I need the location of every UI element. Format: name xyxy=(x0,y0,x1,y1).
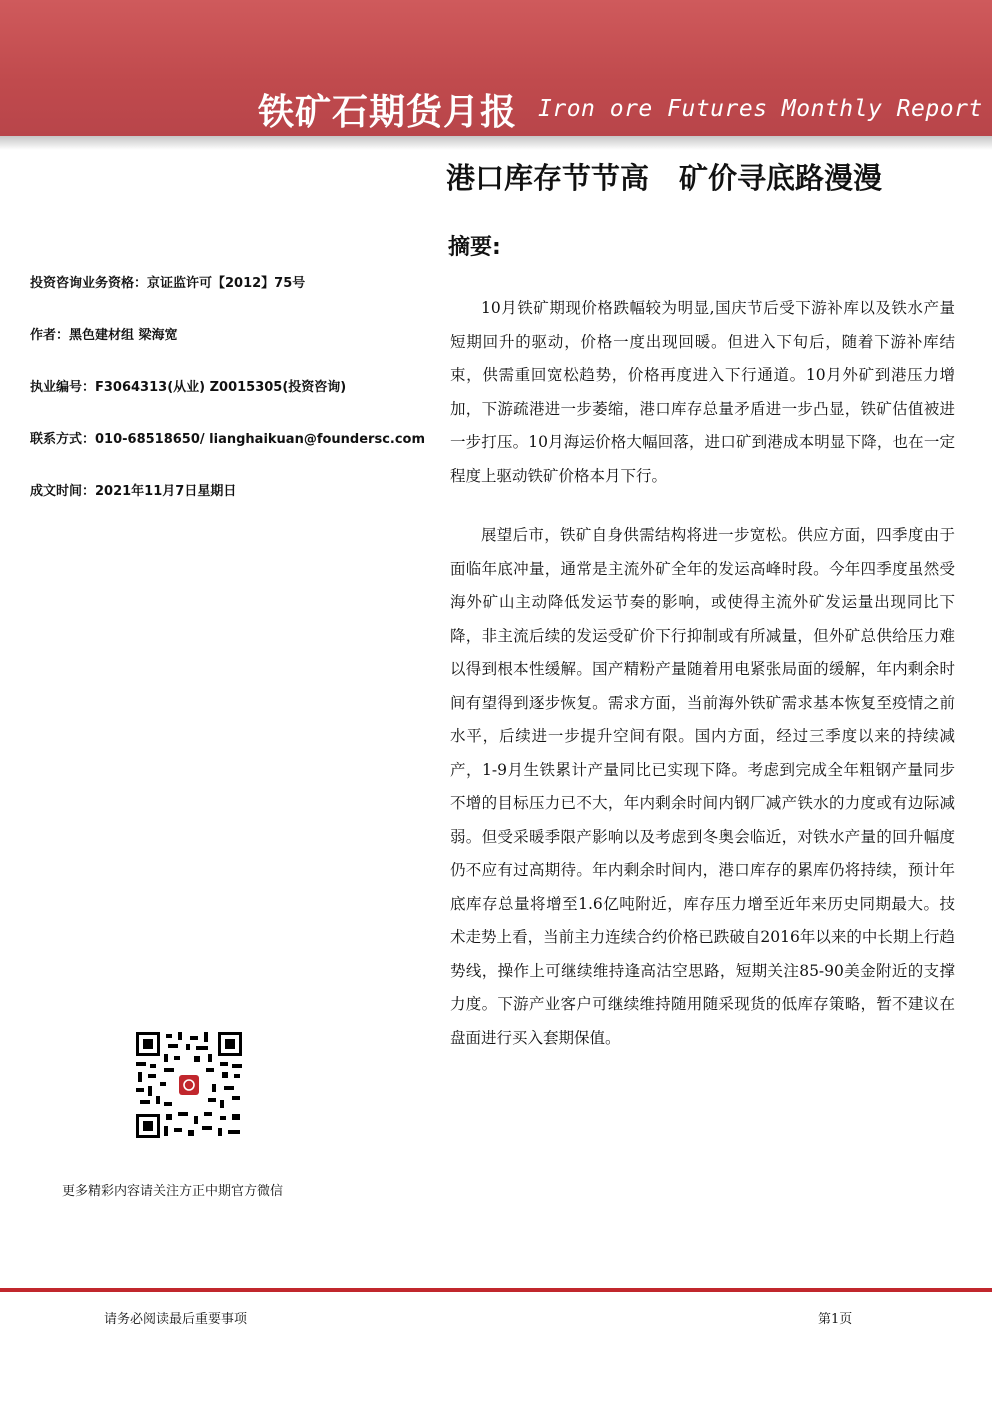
page-number: 第1页 xyxy=(818,1312,853,1327)
contact-line: 联系方式：010-68518650/ lianghaikuan@foundersc.com xyxy=(30,432,426,447)
date-line: 成文时间：2021年11月7日星期日 xyxy=(30,484,237,499)
footer-divider xyxy=(0,1288,992,1292)
report-title-en: Iron ore Futures Monthly Report xyxy=(538,96,983,122)
abstract-heading: 摘要: xyxy=(448,235,501,260)
abstract-paragraph-1: 10月铁矿期现价格跌幅较为明显,国庆节后受下游补库以及铁水产量短期回升的驱动，价格一度出现回暖。但进入下旬后，随着下游补库结束，供需重回宽松趋势，价格再度进入下行通道。10月外矿到港压力增加，下游疏港进一步萎缩，港口库存总量矛盾进一步凸显，铁矿估值被进一步打压。10月海运价格大幅回落，进口矿到港成本明显下降，也在一定程度上驱动铁矿价格本月下行。 xyxy=(450,299,955,485)
practice-number-line: 执业编号：F3064313(从业) Z0015305(投资咨询) xyxy=(30,380,347,395)
report-banner xyxy=(0,0,992,136)
headline-part-2: 矿价寻底路漫漫 xyxy=(679,161,883,195)
author-line: 作者：黑色建材组 梁海宽 xyxy=(30,328,178,343)
license-line: 投资咨询业务资格：京证监许可【2012】75号 xyxy=(30,276,306,291)
report-title-cn: 铁矿石期货月报 xyxy=(258,92,518,133)
footer-disclaimer-note: 请务必阅读最后重要事项 xyxy=(104,1312,248,1327)
abstract-body xyxy=(450,292,955,1081)
article-headline xyxy=(446,156,882,197)
author-info-block xyxy=(30,272,430,532)
qr-caption: 更多精彩内容请关注方正中期官方微信 xyxy=(62,1184,284,1199)
abstract-paragraph-2: 展望后市，铁矿自身供需结构将进一步宽松。供应方面，四季度由于面临年底冲量，通常是主流外矿全年的发运高峰时段。今年四季度虽然受海外矿山主动降低发运节奏的影响，或使得主流外矿发运量出现同比下降，非主流后续的发运受矿价下行抑制或有所减量，但外矿总供给压力难以得到根本性缓解。国产精粉产量随着用电紧张局面的缓解，年内剩余时间有望得到逐步恢复。需求方面，当前海外铁矿需求基本恢复至疫情之前水平，后续进一步提升空间有限。国内方面，经过三季度以来的持续减产，1-9月生铁累计产量同比已实现下降。考虑到完成全年粗钢产量同步不增的目标压力已不大，年内剩余时间内钢厂减产铁水的力度或有边际减弱。但受采暖季限产影响以及考虑到冬奥会临近，对铁水产量的回升幅度仍不应有过高期待。年内剩余时间内，港口库存的累库仍将持续，预计年底库存总量将增至1.6亿吨附近，库存压力增至近年来历史同期最大。技术走势上看，当前主力连续合约价格已跌破自2016年以来的中长期上行趋势线，操作上可继续维持逢高沽空思路，短期关注85-90美金附近的支撑力度。下游产业客户可继续维持随用随采现货的低库存策略，暂不建议在盘面进行买入套期保值。 xyxy=(450,526,955,1047)
banner-shadow xyxy=(0,136,992,150)
wechat-qr-code xyxy=(134,1030,244,1140)
headline-part-1: 港口库存节节高 xyxy=(446,161,650,195)
